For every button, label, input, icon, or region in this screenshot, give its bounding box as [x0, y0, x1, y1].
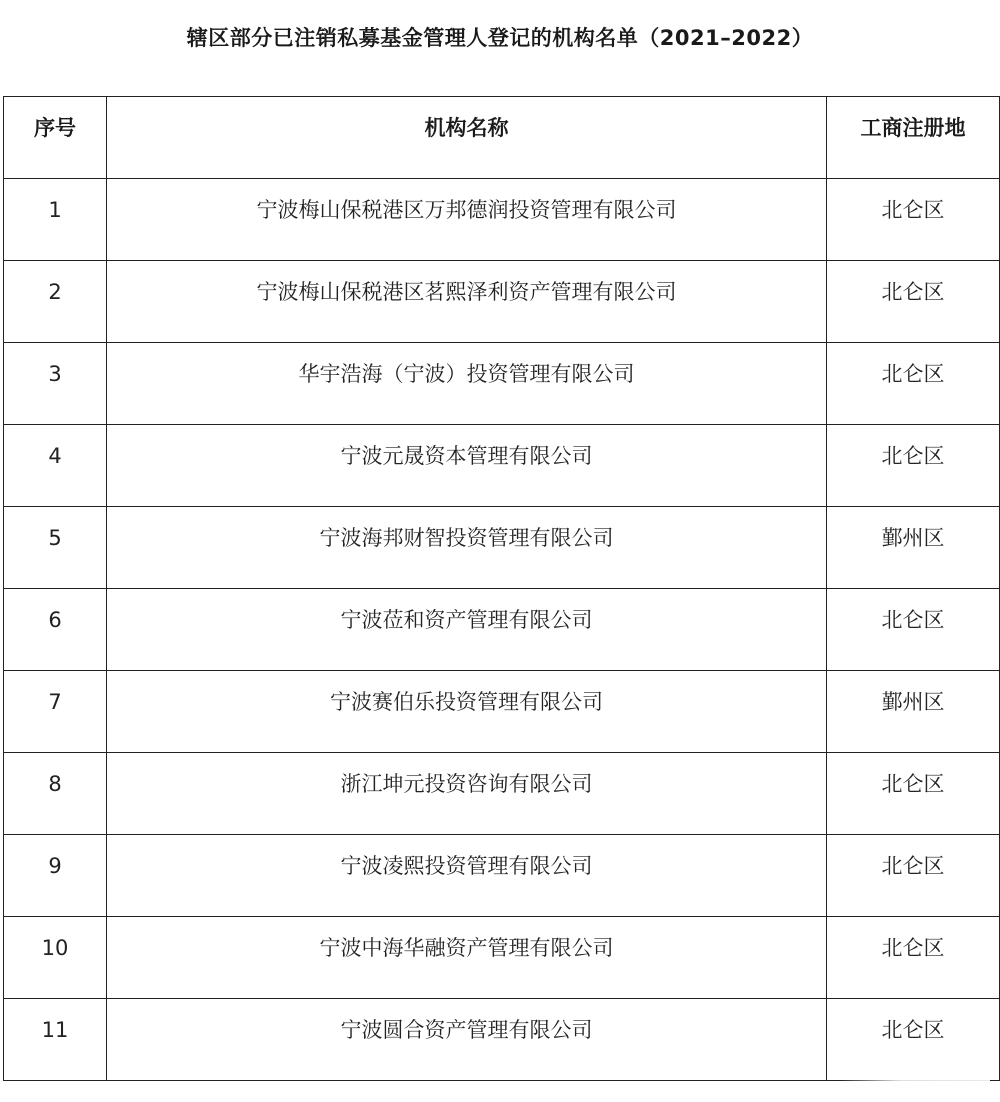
row-institution-name: 华宇浩海（宁波）投资管理有限公司 [107, 343, 827, 425]
header-institution-name: 机构名称 [107, 97, 827, 179]
table-header-row [4, 97, 1000, 179]
header-registration-district: 工商注册地 [827, 97, 1000, 179]
row-institution-name: 宁波凌熙投资管理有限公司 [107, 835, 827, 917]
row-district: 北仑区 [827, 999, 1000, 1081]
row-index: 5 [4, 507, 107, 589]
row-institution-name: 宁波元晟资本管理有限公司 [107, 425, 827, 507]
watermark-overlay [840, 1064, 990, 1094]
row-index: 2 [4, 261, 107, 343]
row-institution-name: 宁波海邦财智投资管理有限公司 [107, 507, 827, 589]
row-institution-name: 宁波莅和资产管理有限公司 [107, 589, 827, 671]
row-district: 北仑区 [827, 589, 1000, 671]
row-district: 北仑区 [827, 835, 1000, 917]
table-row [4, 835, 1000, 917]
row-district: 北仑区 [827, 425, 1000, 507]
row-institution-name: 宁波赛伯乐投资管理有限公司 [107, 671, 827, 753]
row-index: 1 [4, 179, 107, 261]
row-institution-name: 宁波圆合资产管理有限公司 [107, 999, 827, 1081]
institution-table [3, 96, 1000, 1081]
row-institution-name: 宁波梅山保税港区万邦德润投资管理有限公司 [107, 179, 827, 261]
table-row [4, 343, 1000, 425]
table-row [4, 753, 1000, 835]
row-index: 7 [4, 671, 107, 753]
table-row [4, 261, 1000, 343]
table-row [4, 507, 1000, 589]
row-district: 鄞州区 [827, 671, 1000, 753]
row-institution-name: 宁波梅山保税港区茗熙泽利资产管理有限公司 [107, 261, 827, 343]
row-institution-name: 宁波中海华融资产管理有限公司 [107, 917, 827, 999]
row-institution-name: 浙江坤元投资咨询有限公司 [107, 753, 827, 835]
row-index: 11 [4, 999, 107, 1081]
row-index: 6 [4, 589, 107, 671]
header-index: 序号 [4, 97, 107, 179]
row-district: 北仑区 [827, 343, 1000, 425]
table-row [4, 589, 1000, 671]
row-index: 4 [4, 425, 107, 507]
table-row [4, 179, 1000, 261]
document-title: 辖区部分已注销私募基金管理人登记的机构名单（2021–2022） [186, 26, 814, 50]
row-district: 北仑区 [827, 753, 1000, 835]
table-row [4, 425, 1000, 507]
table-row [4, 671, 1000, 753]
row-index: 9 [4, 835, 107, 917]
row-district: 鄞州区 [827, 507, 1000, 589]
row-index: 8 [4, 753, 107, 835]
table-row [4, 917, 1000, 999]
row-district: 北仑区 [827, 261, 1000, 343]
row-district: 北仑区 [827, 917, 1000, 999]
row-district: 北仑区 [827, 179, 1000, 261]
row-index: 10 [4, 917, 107, 999]
row-index: 3 [4, 343, 107, 425]
